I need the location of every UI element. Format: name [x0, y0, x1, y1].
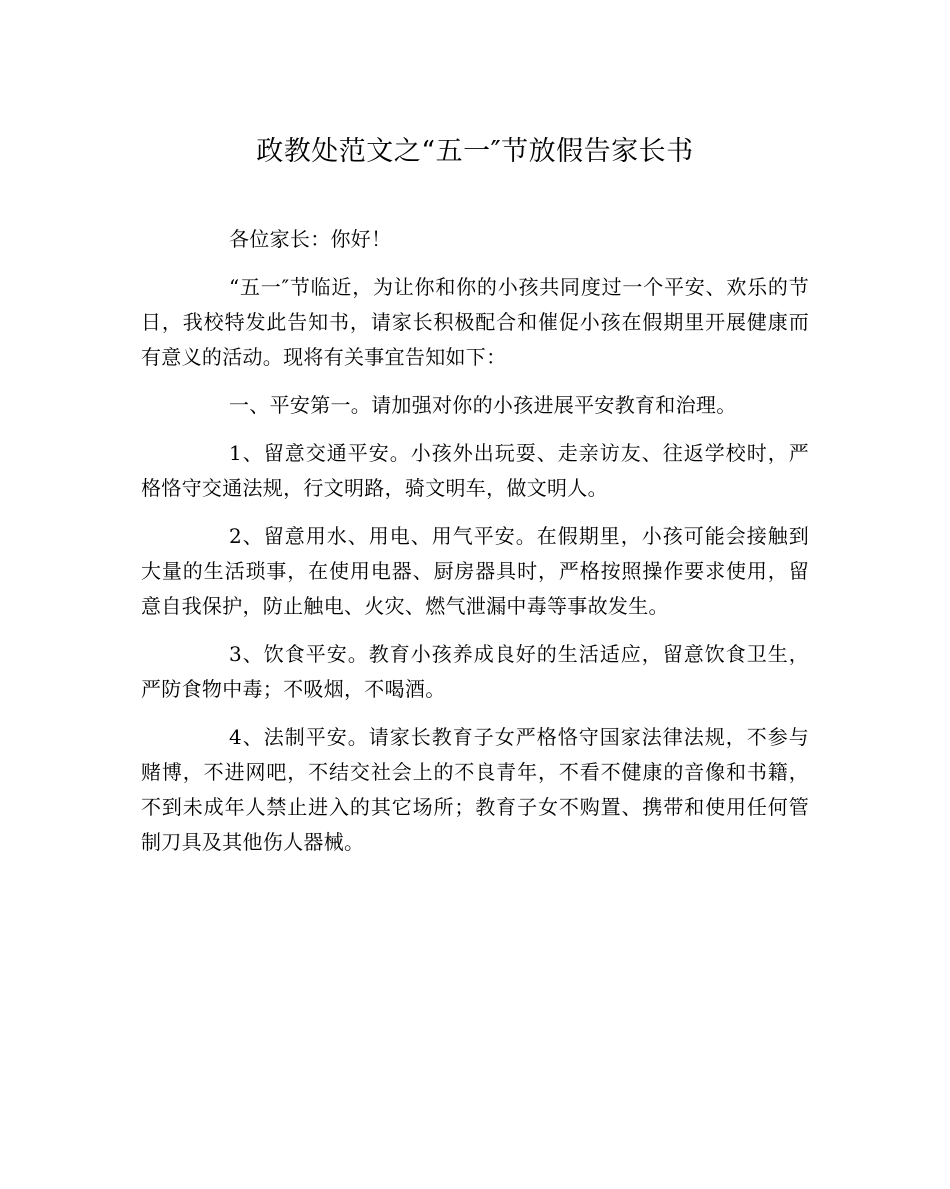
paragraph-legal-safety: 4、法制平安。请家长教育子女严格恪守国家法律法规，不参与赌博，不进网吧，不结交社会上的不良青年，不看不健康的音像和书籍，不到未成年人禁止进入的其它场所；教育子女不购置、携带和使用任何管制刀具及其他伤人器械。 — [141, 725, 809, 854]
document-title: 政教处范文之“五一″节放假告家长书 — [256, 136, 694, 167]
paragraph-traffic-safety: 1、留意交通平安。小孩外出玩耍、走亲访友、往返学校时，严格恪守交通法规，行文明路，骑文明车，做文明人。 — [141, 441, 809, 500]
paragraph-utility-safety: 2、留意用水、用电、用气平安。在假期里，小孩可能会接触到大量的生活琐事，在使用电器、厨房器具时，严格按照操作要求使用，留意自我保护，防止触电、火灾、燃气泄漏中毒等事故发生。 — [141, 524, 809, 618]
greeting: 各位家长：你好！ — [229, 227, 392, 251]
document-body — [141, 222, 809, 873]
paragraph-intro: “五一″节临近，为让你和你的小孩共同度过一个平安、欢乐的节日，我校特发此告知书，请家长积极配合和催促小孩在假期里开展健康而有意义的活动。现将有关事宜告知如下： — [141, 275, 809, 369]
paragraph-safety-first: 一、平安第一。请加强对你的小孩进展平安教育和治理。 — [229, 393, 737, 417]
paragraph-food-safety: 3、饮食平安。教育小孩养成良好的生活适应，留意饮食卫生，严防食物中毒；不吸烟，不喝酒。 — [141, 642, 809, 701]
